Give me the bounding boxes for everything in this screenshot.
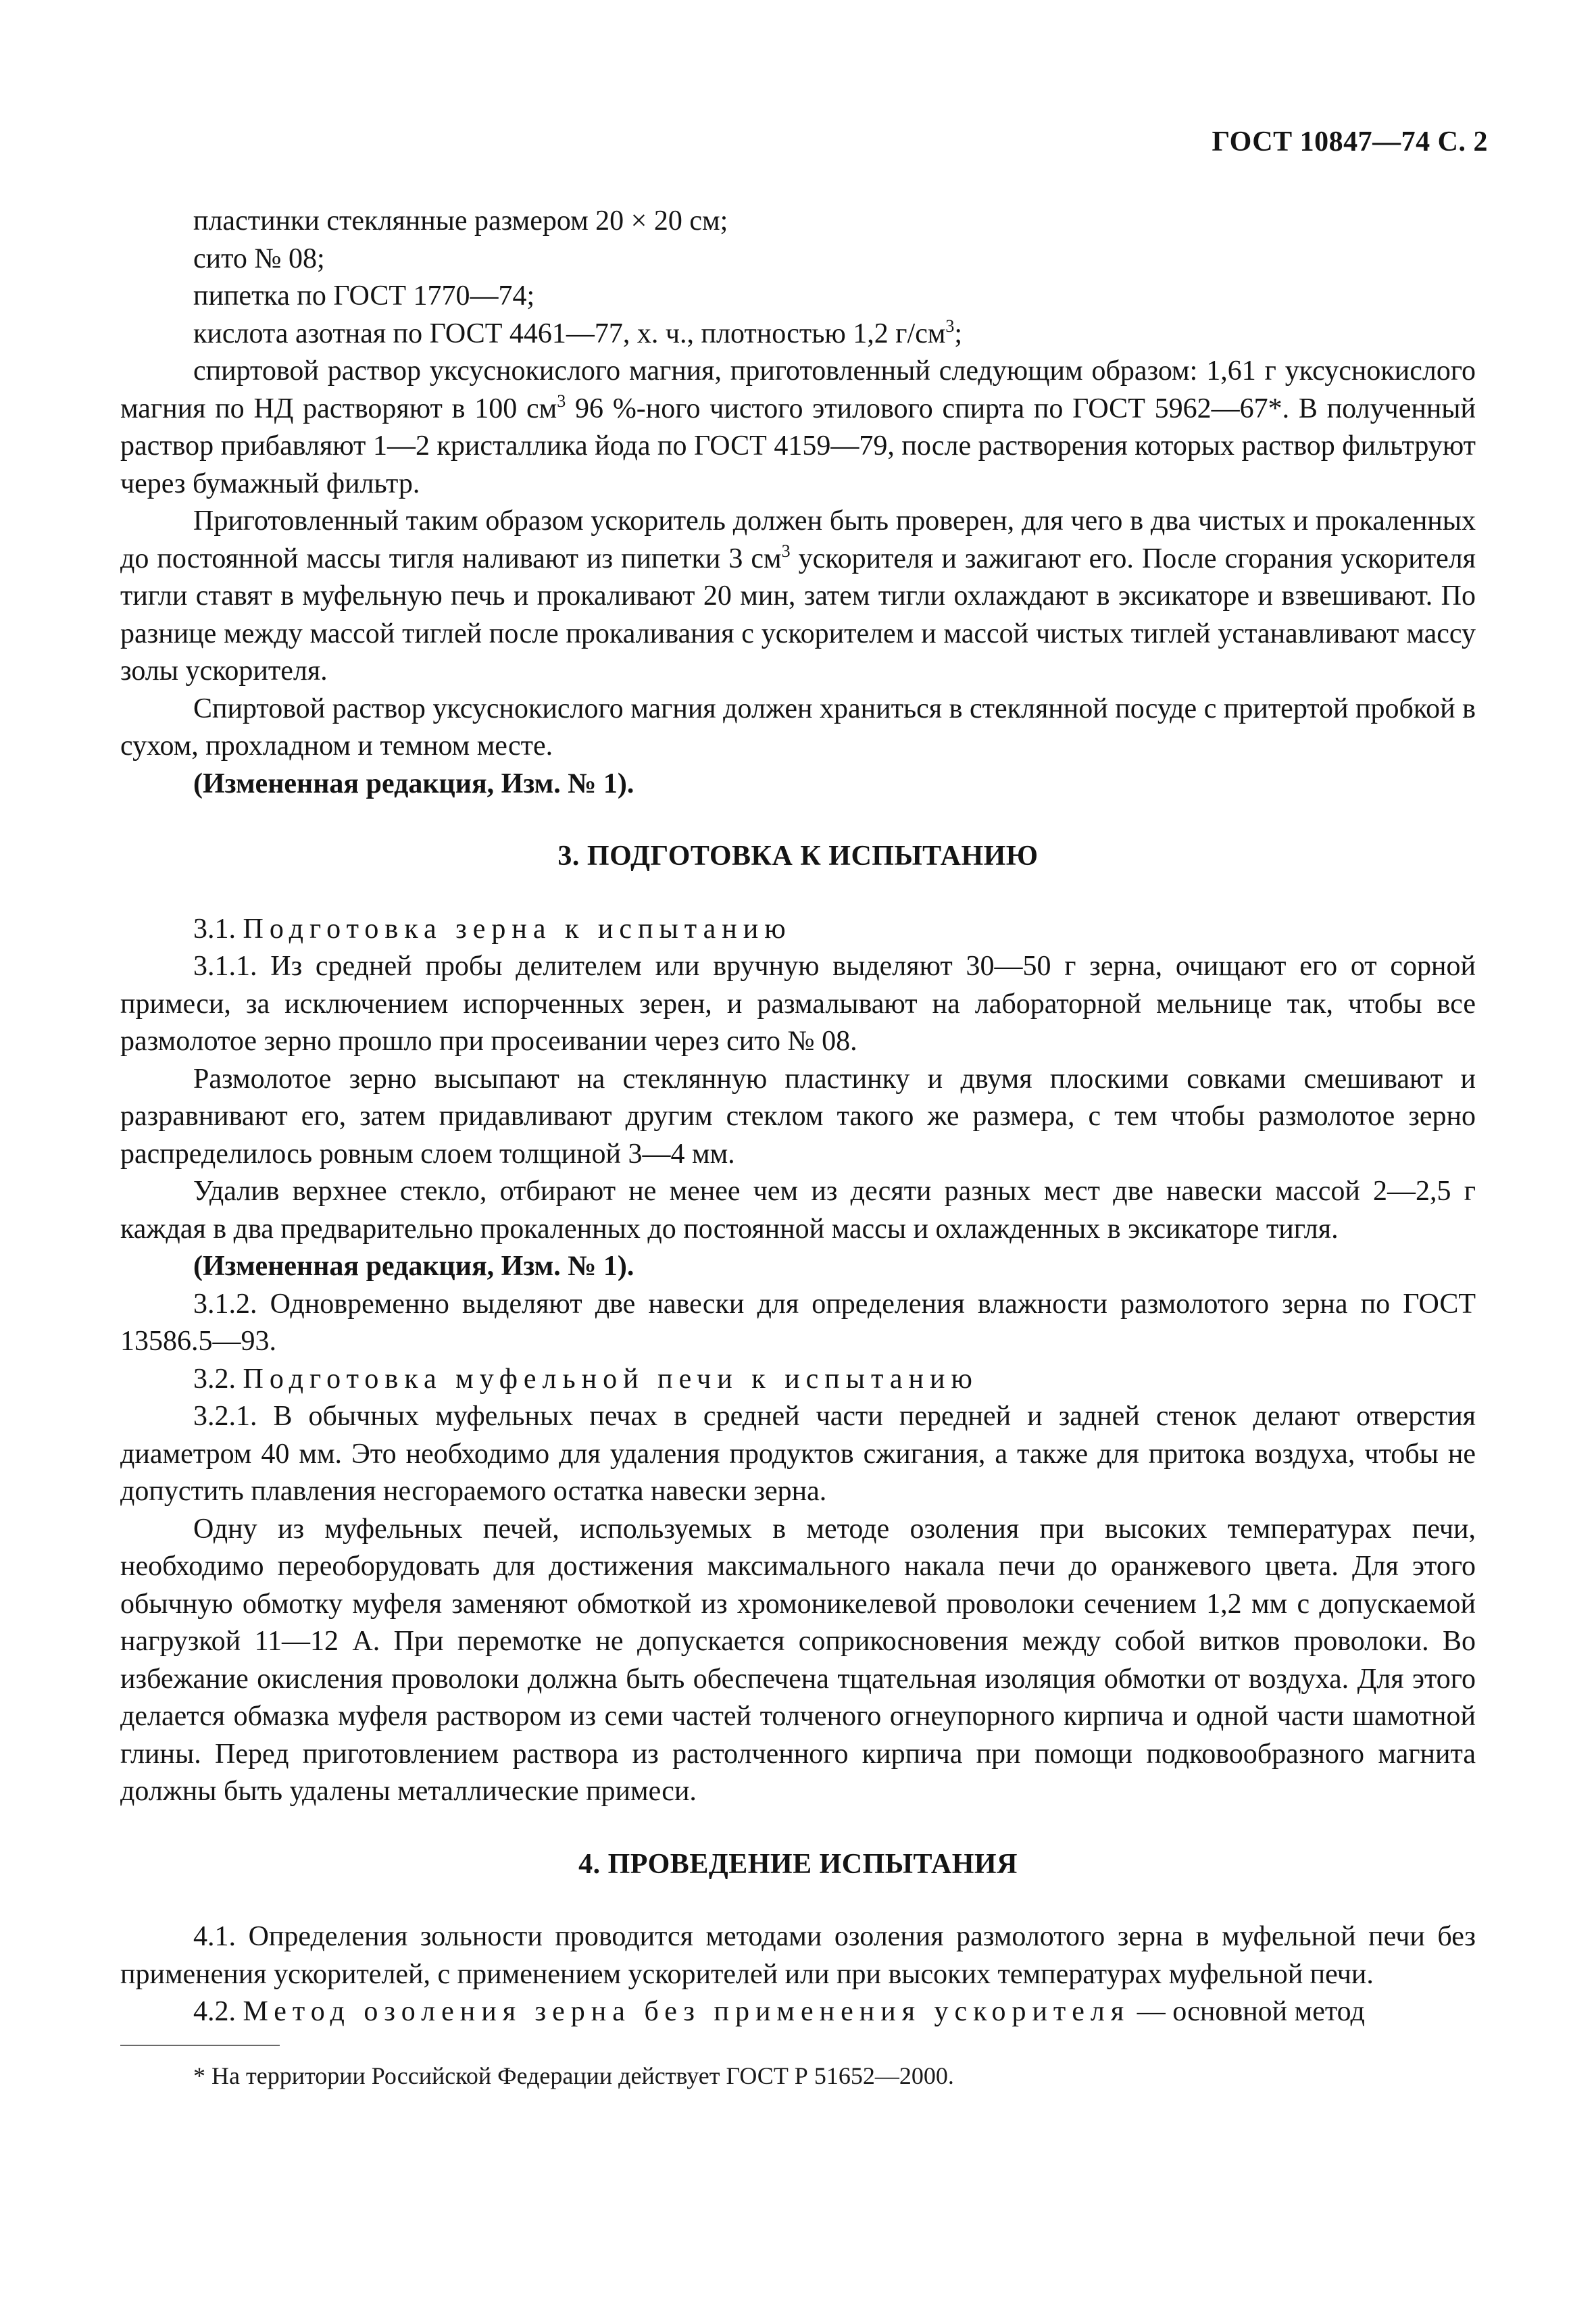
footnote-divider xyxy=(120,2045,280,2046)
method-title: Метод озоления зерна без применения ускорителя xyxy=(243,1996,1130,2027)
paragraph-check xyxy=(120,503,1476,691)
document-body xyxy=(120,203,1476,2031)
footnote: * На территории Российской Федерации действует ГОСТ Р 51652—2000. xyxy=(193,2062,954,2089)
list-item: сито № 08; xyxy=(193,243,325,274)
paragraph-4-2 xyxy=(120,1993,1476,2031)
paragraph-number: 4.2. xyxy=(193,1996,243,2027)
paragraph-text: ускорителя и зажигают его. После сгорания ускорителя тигли ставят в муфельную печь и прокаливают 20 мин, затем тигли охлаждают в эксикаторе и взвешивают. По разнице между массой тиглей после прокаливания с ускорителем и массой чистых тиглей устанавливают массу золы ускорителя. xyxy=(120,543,1476,687)
paragraph-solution xyxy=(120,353,1476,503)
amendment-note: (Измененная редакция, Изм. № 1). xyxy=(193,1251,634,1282)
paragraph-remove: Удалив верхнее стекло, отбирают не менее чем из десяти разных мест две навески массой 2—2,5 г каждая в два предварительно прокаленных до постоянной массы и охлажденных в эксикаторе тигля. xyxy=(120,1176,1476,1245)
section-title: 3. ПОДГОТОВКА К ИСПЫТАНИЮ xyxy=(557,841,1039,872)
subsection-heading xyxy=(120,911,1476,949)
paragraph-storage: Спиртовой раствор уксуснокислого магния должен храниться в стеклянной посуде с притертой пробкой в сухом, прохладном и темном месте. xyxy=(120,693,1476,762)
subsection-title: Подготовка зерна к испытанию xyxy=(243,913,792,945)
subsection-number: 3.1. xyxy=(193,913,243,945)
paragraph-furnace: Одну из муфельных печей, используемых в методе озоления при высоких температурах печи, необходимо переоборудовать для достижения максимального накала печи до оранжевого цвета. Для этого обычную обмотку муфеля заменяют обмоткой из хромоникелевой проволоки сечением 1,2 мм с допускаемой нагрузкой 11—12 А. При перемотке не допускается соприкосновения между собой витков проволоки. Во избежание окисления проволоки должна быть обеспечена тщательная изоляция обмотки от воздуха. Для этого делается обмазка муфеля раствором из семи частей толченого огнеупорного кирпича и одной части шамотной глины. Перед приготовлением раствора из растолченного кирпича при помощи подковообразного магнита должны быть удалены металлические примеси. xyxy=(120,1513,1476,1807)
superscript: 3 xyxy=(557,391,566,411)
paragraph-3-1-1: 3.1.1. Из средней пробы делителем или вручную выделяют 30—50 г зерна, очищают его от сорной примеси, за исключением испорченных зерен, и размалывают на лабораторной мельнице так, чтобы все размолотое зерно прошло при просеивании через сито № 08. xyxy=(120,951,1476,1057)
list-item: пипетка по ГОСТ 1770—74; xyxy=(193,280,535,312)
paragraph-text: спиртовой раствор уксуснокислого магния, приготовленный следующим образом: 1,61 г уксуснокислого магния по НД растворяют в 100 см xyxy=(120,355,1476,424)
subsection-title: Подготовка муфельной печи к испытанию xyxy=(243,1363,978,1395)
list-item xyxy=(120,316,1476,353)
page-header: ГОСТ 10847—74 С. 2 xyxy=(1212,126,1488,157)
superscript: 3 xyxy=(781,541,791,561)
paragraph-text: 96 %-ного чистого этилового спирта по ГОСТ 5962—67*. В полученный раствор прибавляют 1—2 кристаллика йода по ГОСТ 4159—79, после растворения которых раствор фильтруют через бумажный фильтр. xyxy=(120,393,1476,499)
list-item-text: ; xyxy=(954,318,963,349)
subsection-heading xyxy=(120,1361,1476,1399)
paragraph-3-1-2: 3.1.2. Одновременно выделяют две навески для определения влажности размолотого зерна по ГОСТ 13586.5—93. xyxy=(120,1288,1476,1357)
paragraph-text: Приготовленный таким образом ускоритель должен быть проверен, для чего в два чистых и прокаленных до постоянной массы тигля наливают из пипетки 3 см xyxy=(120,505,1476,574)
list-item: пластинки стеклянные размером 20 × 20 см; xyxy=(193,205,728,237)
superscript: 3 xyxy=(945,316,955,336)
list-item-text: кислота азотная по ГОСТ 4461—77, х. ч., плотностью 1,2 г/см xyxy=(193,318,946,349)
paragraph-3-2-1: 3.2.1. В обычных муфельных печах в средней части передней и задней стенок делают отверстия диаметром 40 мм. Это необходимо для удаления продуктов сжигания, а также для притока воздуха, чтобы не допустить плавления несгораемого остатка навески зерна. xyxy=(120,1401,1476,1507)
section-title: 4. ПРОВЕДЕНИЕ ИСПЫТАНИЯ xyxy=(578,1848,1018,1880)
paragraph-4-1: 4.1. Определения зольности проводится методами озоления размолотого зерна в муфельной печи без применения ускорителей, с применением ускорителей или при высоких температурах муфельной печи. xyxy=(120,1921,1476,1990)
amendment-note: (Измененная редакция, Изм. № 1). xyxy=(193,768,634,799)
paragraph-grind: Размолотое зерно высыпают на стеклянную пластинку и двумя плоскими совками смешивают и разравнивают его, затем придавливают другим стеклом такого же размера, с тем чтобы размолотое зерно распределилось ровным слоем толщиной 3—4 мм. xyxy=(120,1063,1476,1170)
subsection-number: 3.2. xyxy=(193,1363,243,1395)
paragraph-text: — основной метод xyxy=(1130,1996,1365,2027)
